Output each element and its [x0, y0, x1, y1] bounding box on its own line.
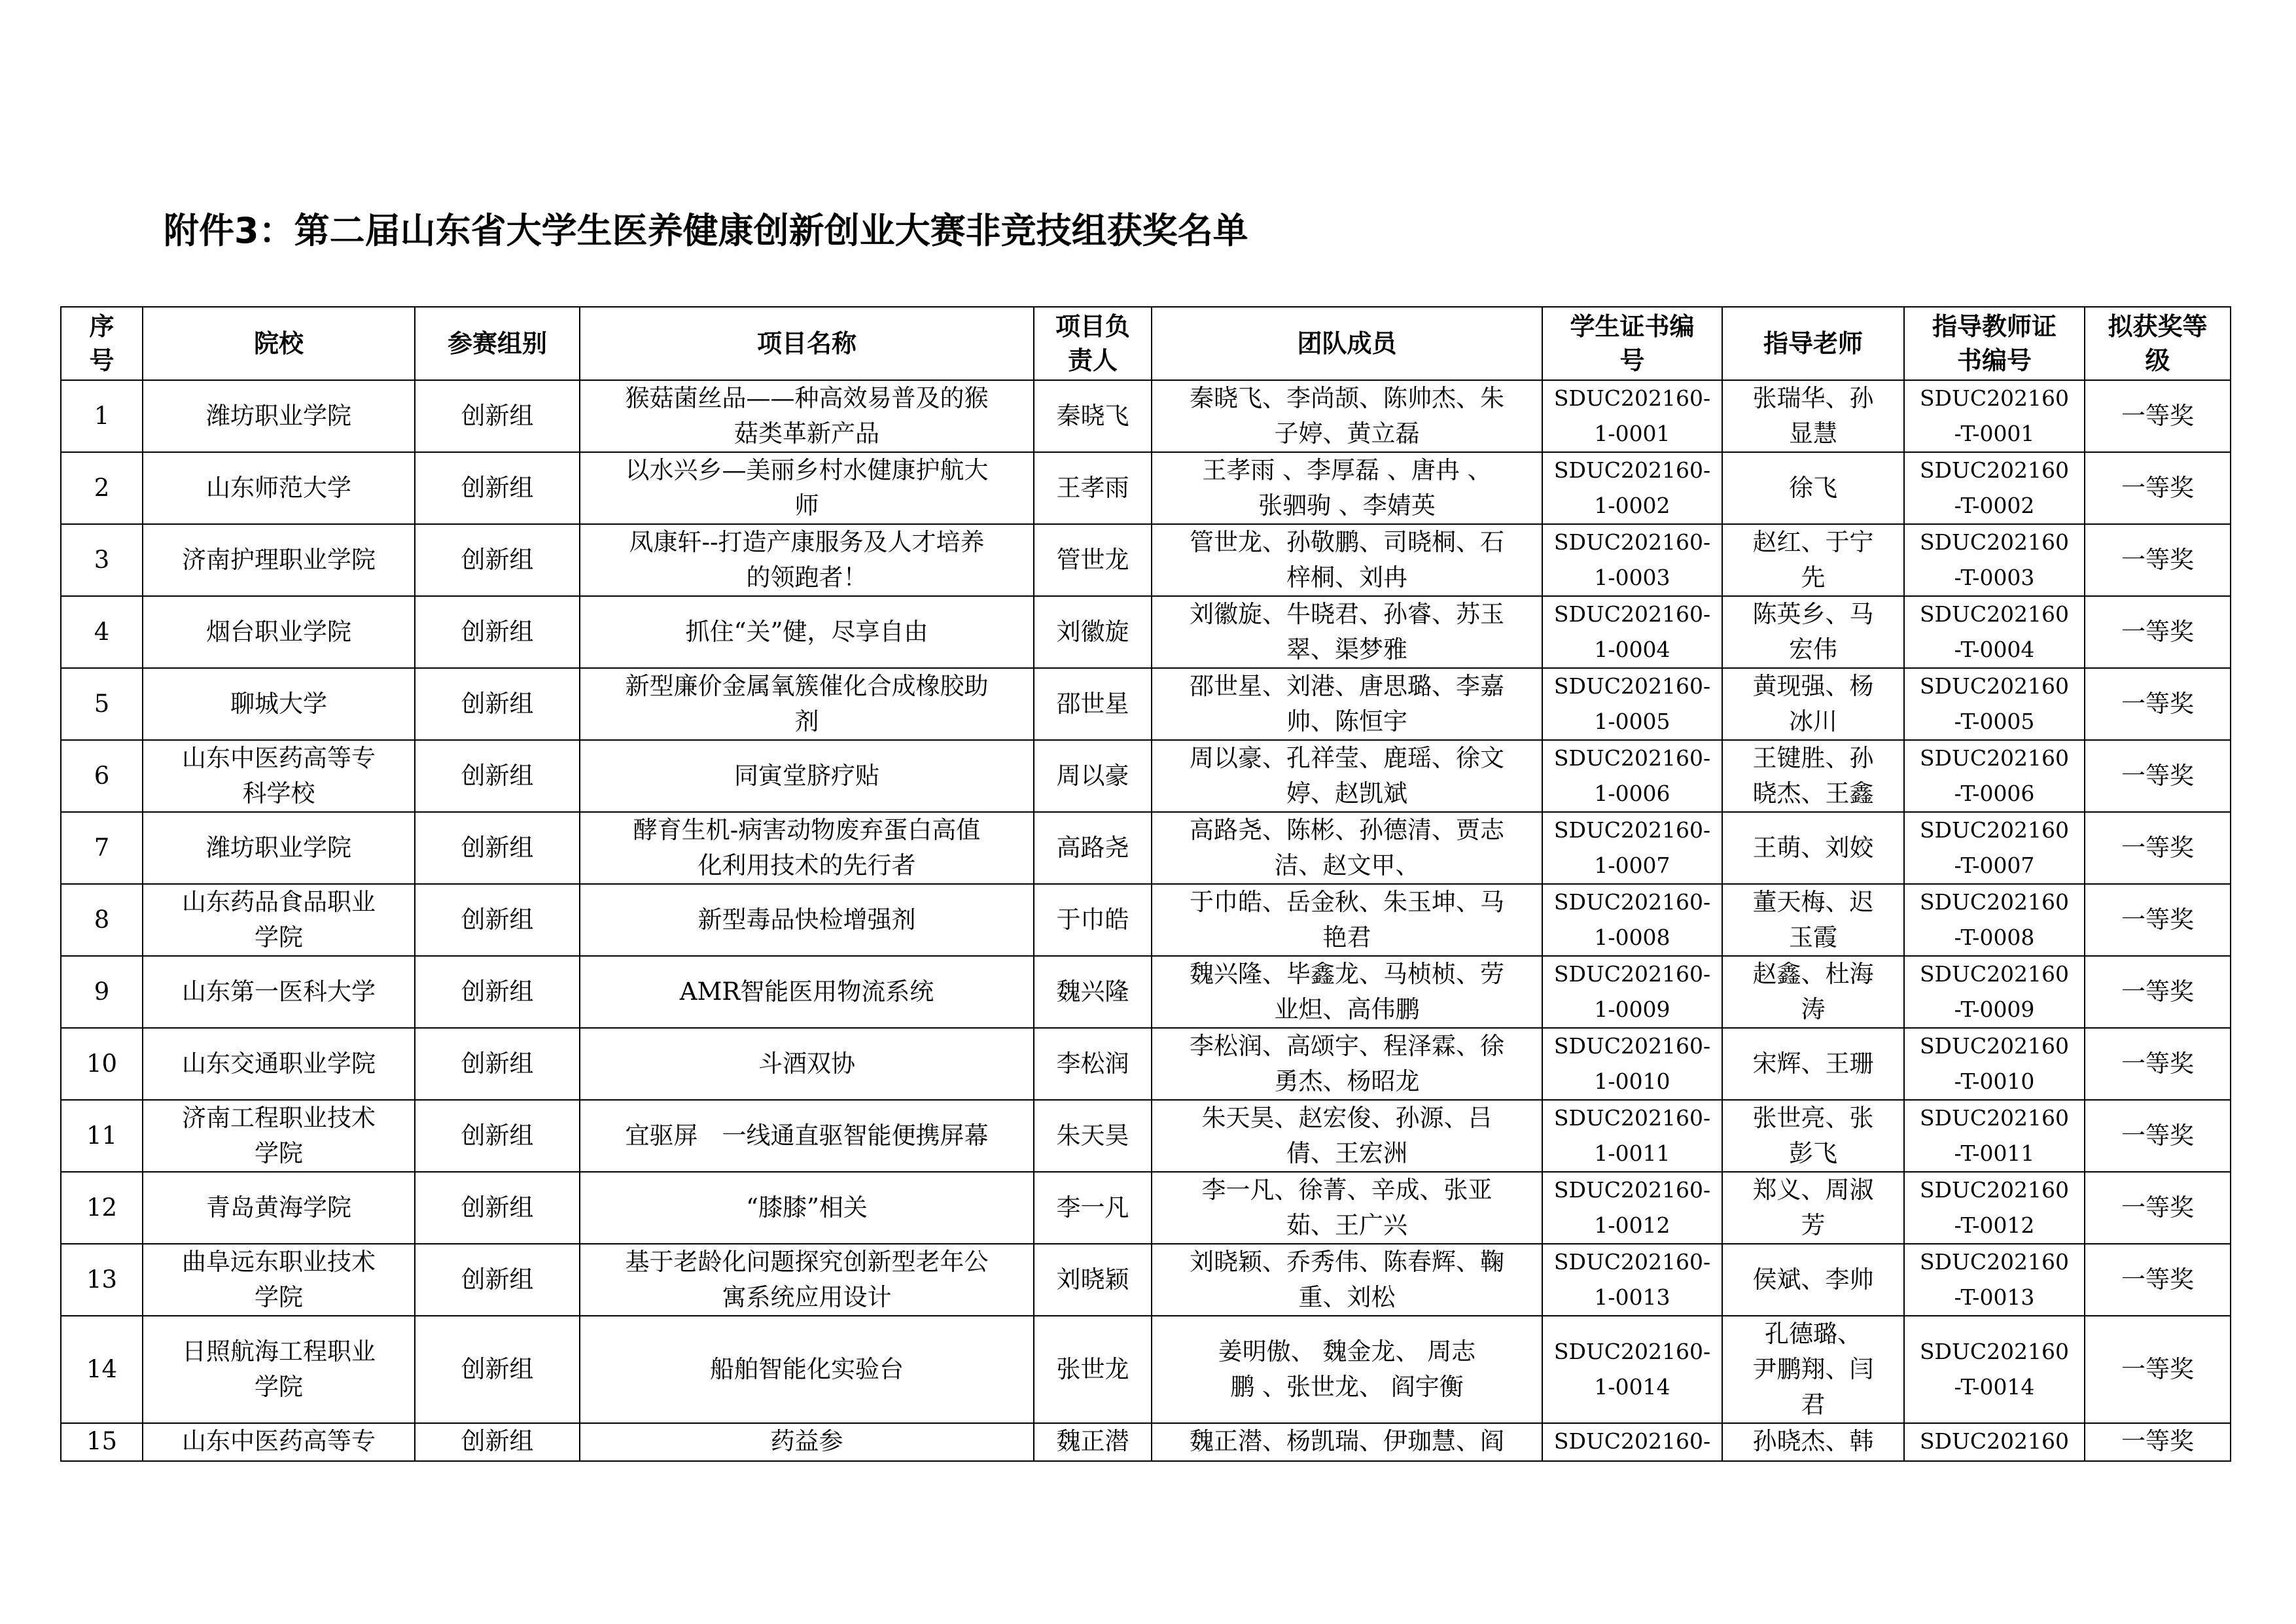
cell-award-level: 一等奖 — [2085, 1244, 2231, 1316]
cell-serial-number: 6 — [61, 740, 143, 812]
cell-award-level: 一等奖 — [2085, 1028, 2231, 1100]
header-team-members: 团队成员 — [1152, 307, 1542, 380]
cell-school: 济南护理职业学院 — [143, 524, 415, 596]
cell-project-name: 新型廉价金属氧簇催化合成橡胶助 剂 — [580, 668, 1034, 740]
cell-project-name: 酵育生机-病害动物废弃蛋白高值 化利用技术的先行者 — [580, 812, 1034, 884]
cell-advisor-cert-number: SDUC202160 — [1904, 1423, 2085, 1461]
cell-student-cert-number: SDUC202160- 1-0006 — [1542, 740, 1722, 812]
cell-school: 日照航海工程职业 学院 — [143, 1316, 415, 1423]
header-serial-number: 序 号 — [61, 307, 143, 380]
cell-serial-number: 15 — [61, 1423, 143, 1461]
cell-project-leader: 周以豪 — [1034, 740, 1152, 812]
cell-project-name: 凤康轩--打造产康服务及人才培养 的领跑者！ — [580, 524, 1034, 596]
cell-project-name: 抓住“关”健，尽享自由 — [580, 596, 1034, 668]
cell-student-cert-number: SDUC202160- 1-0012 — [1542, 1172, 1722, 1244]
cell-student-cert-number: SDUC202160- 1-0009 — [1542, 956, 1722, 1028]
cell-team-members: 管世龙、孙敬鹏、司晓桐、石 梓桐、刘冉 — [1152, 524, 1542, 596]
cell-project-leader: 于巾皓 — [1034, 884, 1152, 956]
cell-serial-number: 1 — [61, 380, 143, 452]
header-group: 参赛组别 — [415, 307, 580, 380]
cell-group: 创新组 — [415, 1172, 580, 1244]
table-row — [61, 1423, 2231, 1461]
cell-advisor-cert-number: SDUC202160 -T-0010 — [1904, 1028, 2085, 1100]
cell-project-leader: 秦晓飞 — [1034, 380, 1152, 452]
cell-project-leader: 刘徽旋 — [1034, 596, 1152, 668]
cell-student-cert-number: SDUC202160- 1-0001 — [1542, 380, 1722, 452]
cell-student-cert-number: SDUC202160- 1-0008 — [1542, 884, 1722, 956]
cell-school: 山东第一医科大学 — [143, 956, 415, 1028]
cell-project-leader: 李松润 — [1034, 1028, 1152, 1100]
header-school: 院校 — [143, 307, 415, 380]
header-student-cert-number: 学生证书编 号 — [1542, 307, 1722, 380]
cell-advisor-cert-number: SDUC202160 -T-0006 — [1904, 740, 2085, 812]
cell-serial-number: 12 — [61, 1172, 143, 1244]
cell-student-cert-number: SDUC202160- 1-0013 — [1542, 1244, 1722, 1316]
cell-team-members: 刘晓颖、乔秀伟、陈春辉、鞠 重、刘松 — [1152, 1244, 1542, 1316]
cell-advisor-cert-number: SDUC202160 -T-0008 — [1904, 884, 2085, 956]
cell-award-level: 一等奖 — [2085, 884, 2231, 956]
cell-project-leader: 管世龙 — [1034, 524, 1152, 596]
header-project-leader: 项目负 责人 — [1034, 307, 1152, 380]
cell-team-members: 朱天昊、赵宏俊、孙源、吕 倩、王宏洲 — [1152, 1100, 1542, 1172]
cell-advisor: 赵鑫、杜海 涛 — [1722, 956, 1904, 1028]
cell-advisor-cert-number: SDUC202160 -T-0001 — [1904, 380, 2085, 452]
cell-team-members: 秦晓飞、李尚颉、陈帅杰、朱 子婷、黄立磊 — [1152, 380, 1542, 452]
cell-advisor-cert-number: SDUC202160 -T-0009 — [1904, 956, 2085, 1028]
cell-team-members: 刘徽旋、牛晓君、孙睿、苏玉 翠、渠梦雅 — [1152, 596, 1542, 668]
cell-project-name: 基于老龄化问题探究创新型老年公 寓系统应用设计 — [580, 1244, 1034, 1316]
cell-serial-number: 9 — [61, 956, 143, 1028]
cell-school: 青岛黄海学院 — [143, 1172, 415, 1244]
table-row — [61, 812, 2231, 884]
cell-group: 创新组 — [415, 1100, 580, 1172]
cell-advisor: 侯斌、李帅 — [1722, 1244, 1904, 1316]
cell-serial-number: 11 — [61, 1100, 143, 1172]
cell-team-members: 王孝雨 、李厚磊 、唐冉 、 张驷驹 、李婧英 — [1152, 452, 1542, 524]
cell-school: 山东中医药高等专 — [143, 1423, 415, 1461]
table-row — [61, 1100, 2231, 1172]
cell-project-name: 斗酒双协 — [580, 1028, 1034, 1100]
cell-group: 创新组 — [415, 524, 580, 596]
cell-group: 创新组 — [415, 380, 580, 452]
cell-team-members: 魏正潜、杨凯瑞、伊珈慧、阎 — [1152, 1423, 1542, 1461]
cell-award-level: 一等奖 — [2085, 1172, 2231, 1244]
cell-group: 创新组 — [415, 956, 580, 1028]
cell-team-members: 姜明傲、 魏金龙、 周志 鹏 、张世龙、 阎宇衡 — [1152, 1316, 1542, 1423]
award-list-table — [60, 306, 2231, 1462]
cell-student-cert-number: SDUC202160- 1-0004 — [1542, 596, 1722, 668]
cell-school: 聊城大学 — [143, 668, 415, 740]
cell-project-leader: 邵世星 — [1034, 668, 1152, 740]
cell-school: 山东师范大学 — [143, 452, 415, 524]
cell-advisor: 王萌、刘姣 — [1722, 812, 1904, 884]
cell-team-members: 魏兴隆、毕鑫龙、马桢桢、劳 业炟、高伟鹏 — [1152, 956, 1542, 1028]
cell-student-cert-number: SDUC202160- — [1542, 1423, 1722, 1461]
cell-school: 烟台职业学院 — [143, 596, 415, 668]
cell-serial-number: 2 — [61, 452, 143, 524]
table-header-row — [61, 307, 2231, 380]
cell-project-leader: 王孝雨 — [1034, 452, 1152, 524]
cell-project-name: AMR智能医用物流系统 — [580, 956, 1034, 1028]
cell-project-name: 宜驱屏 一线通直驱智能便携屏幕 — [580, 1100, 1034, 1172]
cell-project-name: 新型毒品快检增强剂 — [580, 884, 1034, 956]
cell-advisor: 宋辉、王珊 — [1722, 1028, 1904, 1100]
table-body — [61, 380, 2231, 1461]
cell-advisor: 孙晓杰、韩 — [1722, 1423, 1904, 1461]
table-row — [61, 884, 2231, 956]
cell-award-level: 一等奖 — [2085, 1316, 2231, 1423]
cell-group: 创新组 — [415, 1316, 580, 1423]
cell-group: 创新组 — [415, 884, 580, 956]
cell-advisor-cert-number: SDUC202160 -T-0004 — [1904, 596, 2085, 668]
cell-student-cert-number: SDUC202160- 1-0014 — [1542, 1316, 1722, 1423]
cell-project-name: “膝膝”相关 — [580, 1172, 1034, 1244]
cell-project-leader: 张世龙 — [1034, 1316, 1152, 1423]
page-title: 附件3：第二届山东省大学生医养健康创新创业大赛非竞技组获奖名单 — [164, 210, 1248, 251]
cell-project-name: 同寅堂脐疗贴 — [580, 740, 1034, 812]
cell-project-name: 船舶智能化实验台 — [580, 1316, 1034, 1423]
cell-group: 创新组 — [415, 1423, 580, 1461]
cell-team-members: 邵世星、刘港、唐思璐、李嘉 帅、陈恒宇 — [1152, 668, 1542, 740]
cell-project-leader: 朱天昊 — [1034, 1100, 1152, 1172]
cell-advisor-cert-number: SDUC202160 -T-0012 — [1904, 1172, 2085, 1244]
cell-school: 山东中医药高等专 科学校 — [143, 740, 415, 812]
cell-award-level: 一等奖 — [2085, 1100, 2231, 1172]
cell-team-members: 李一凡、徐菁、辛成、张亚 茹、王广兴 — [1152, 1172, 1542, 1244]
cell-group: 创新组 — [415, 452, 580, 524]
cell-advisor-cert-number: SDUC202160 -T-0007 — [1904, 812, 2085, 884]
cell-project-name: 以水兴乡—美丽乡村水健康护航大 师 — [580, 452, 1034, 524]
cell-serial-number: 7 — [61, 812, 143, 884]
cell-school: 济南工程职业技术 学院 — [143, 1100, 415, 1172]
cell-award-level: 一等奖 — [2085, 668, 2231, 740]
header-advisor-cert-number: 指导教师证 书编号 — [1904, 307, 2085, 380]
cell-group: 创新组 — [415, 740, 580, 812]
table-row — [61, 956, 2231, 1028]
table-row — [61, 668, 2231, 740]
cell-advisor-cert-number: SDUC202160 -T-0003 — [1904, 524, 2085, 596]
cell-school: 潍坊职业学院 — [143, 812, 415, 884]
cell-group: 创新组 — [415, 1244, 580, 1316]
cell-award-level: 一等奖 — [2085, 956, 2231, 1028]
cell-group: 创新组 — [415, 1028, 580, 1100]
cell-team-members: 高路尧、陈彬、孙德清、贾志 洁、赵文甲、 — [1152, 812, 1542, 884]
cell-advisor: 王键胜、孙 晓杰、王鑫 — [1722, 740, 1904, 812]
cell-serial-number: 8 — [61, 884, 143, 956]
cell-advisor: 黄现强、杨 冰川 — [1722, 668, 1904, 740]
header-project-name: 项目名称 — [580, 307, 1034, 380]
cell-award-level: 一等奖 — [2085, 596, 2231, 668]
table-row — [61, 1316, 2231, 1423]
cell-school: 曲阜远东职业技术 学院 — [143, 1244, 415, 1316]
cell-award-level: 一等奖 — [2085, 524, 2231, 596]
cell-school: 山东药品食品职业 学院 — [143, 884, 415, 956]
cell-advisor: 郑义、周淑 芳 — [1722, 1172, 1904, 1244]
cell-advisor-cert-number: SDUC202160 -T-0013 — [1904, 1244, 2085, 1316]
cell-group: 创新组 — [415, 596, 580, 668]
cell-student-cert-number: SDUC202160- 1-0011 — [1542, 1100, 1722, 1172]
header-advisor: 指导老师 — [1722, 307, 1904, 380]
cell-student-cert-number: SDUC202160- 1-0005 — [1542, 668, 1722, 740]
cell-serial-number: 13 — [61, 1244, 143, 1316]
cell-award-level: 一等奖 — [2085, 452, 2231, 524]
cell-award-level: 一等奖 — [2085, 1423, 2231, 1461]
table-row — [61, 596, 2231, 668]
cell-award-level: 一等奖 — [2085, 380, 2231, 452]
cell-advisor: 张世亮、张 彭飞 — [1722, 1100, 1904, 1172]
cell-project-name: 药益参 — [580, 1423, 1034, 1461]
cell-project-leader: 李一凡 — [1034, 1172, 1152, 1244]
table-row — [61, 524, 2231, 596]
cell-advisor: 张瑞华、孙 显慧 — [1722, 380, 1904, 452]
cell-serial-number: 4 — [61, 596, 143, 668]
cell-team-members: 周以豪、孔祥莹、鹿瑶、徐文 婷、赵凯斌 — [1152, 740, 1542, 812]
table-row — [61, 1028, 2231, 1100]
table-row — [61, 380, 2231, 452]
cell-student-cert-number: SDUC202160- 1-0007 — [1542, 812, 1722, 884]
cell-student-cert-number: SDUC202160- 1-0010 — [1542, 1028, 1722, 1100]
cell-team-members: 李松润、高颂宇、程泽霖、徐 勇杰、杨昭龙 — [1152, 1028, 1542, 1100]
cell-advisor-cert-number: SDUC202160 -T-0014 — [1904, 1316, 2085, 1423]
cell-school: 山东交通职业学院 — [143, 1028, 415, 1100]
header-award-level: 拟获奖等 级 — [2085, 307, 2231, 380]
cell-team-members: 于巾皓、岳金秋、朱玉坤、马 艳君 — [1152, 884, 1542, 956]
cell-advisor: 陈英乡、马 宏伟 — [1722, 596, 1904, 668]
cell-advisor-cert-number: SDUC202160 -T-0002 — [1904, 452, 2085, 524]
table-row — [61, 740, 2231, 812]
cell-advisor: 孔德璐、 尹鹏翔、闫 君 — [1722, 1316, 1904, 1423]
cell-award-level: 一等奖 — [2085, 740, 2231, 812]
cell-serial-number: 5 — [61, 668, 143, 740]
cell-project-name: 猴菇菌丝品——种高效易普及的猴 菇类革新产品 — [580, 380, 1034, 452]
table-row — [61, 1172, 2231, 1244]
table-row — [61, 1244, 2231, 1316]
cell-project-leader: 魏正潜 — [1034, 1423, 1152, 1461]
cell-serial-number: 10 — [61, 1028, 143, 1100]
cell-project-leader: 高路尧 — [1034, 812, 1152, 884]
cell-advisor-cert-number: SDUC202160 -T-0011 — [1904, 1100, 2085, 1172]
cell-school: 潍坊职业学院 — [143, 380, 415, 452]
cell-project-leader: 魏兴隆 — [1034, 956, 1152, 1028]
cell-project-leader: 刘晓颖 — [1034, 1244, 1152, 1316]
cell-advisor: 赵红、于宁 先 — [1722, 524, 1904, 596]
table-row — [61, 452, 2231, 524]
cell-group: 创新组 — [415, 668, 580, 740]
cell-serial-number: 3 — [61, 524, 143, 596]
cell-advisor-cert-number: SDUC202160 -T-0005 — [1904, 668, 2085, 740]
cell-advisor: 董天梅、迟 玉霞 — [1722, 884, 1904, 956]
cell-serial-number: 14 — [61, 1316, 143, 1423]
cell-student-cert-number: SDUC202160- 1-0002 — [1542, 452, 1722, 524]
cell-group: 创新组 — [415, 812, 580, 884]
cell-advisor: 徐飞 — [1722, 452, 1904, 524]
cell-student-cert-number: SDUC202160- 1-0003 — [1542, 524, 1722, 596]
cell-award-level: 一等奖 — [2085, 812, 2231, 884]
